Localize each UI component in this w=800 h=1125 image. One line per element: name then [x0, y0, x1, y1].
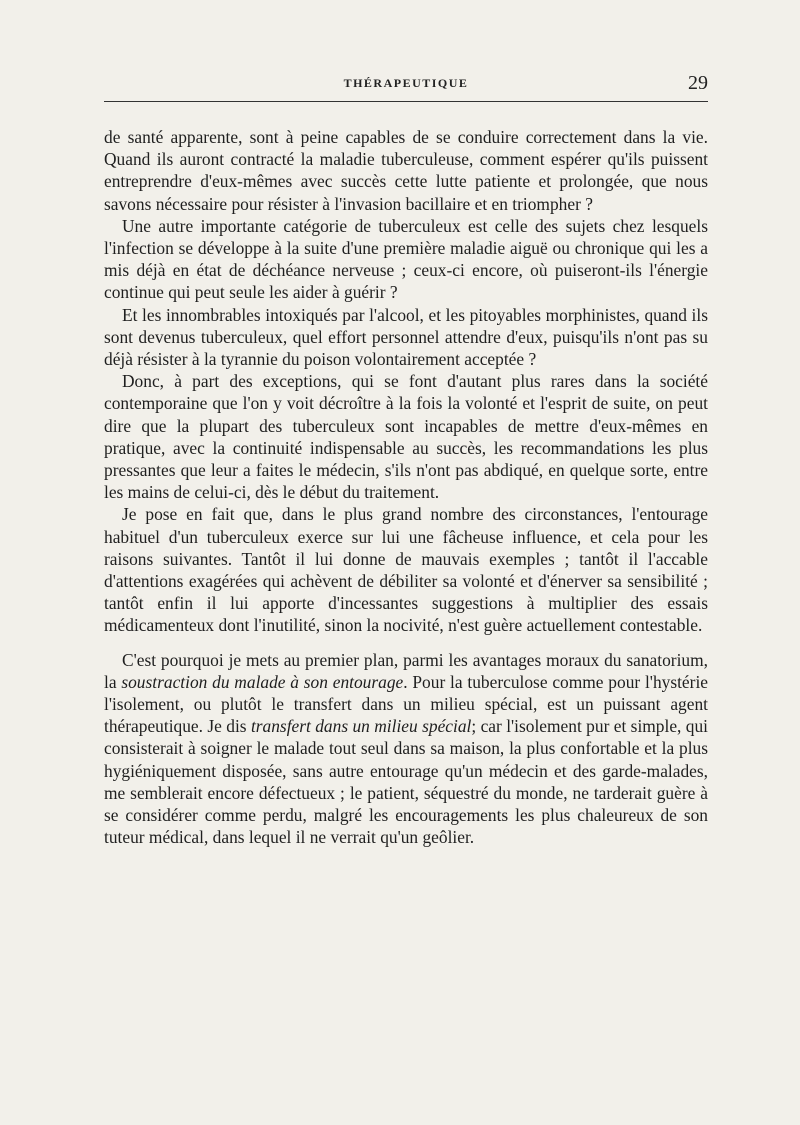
page-number: 29 — [688, 72, 708, 94]
paragraph: Une autre importante catégorie de tuberculeux est celle des sujets chez lesquels l'infection se développe à la suite d'une première maladie aiguë ou chronique qui les a mis déjà en état de déchéance nerveuse ; ceux-ci encore, où puiseront-ils l'énergie continue qui peut seule les aider à guérir ? — [104, 215, 708, 303]
header-rule — [104, 101, 708, 102]
paragraph-last — [104, 649, 708, 849]
page-header — [104, 72, 708, 98]
paragraph: Donc, à part des exceptions, qui se font d'autant plus rares dans la société contemporaine que l'on y voit décroître à la fois la volonté et l'esprit de suite, on peut dire que la plupart des tuberculeux sont incapables de mettre d'eux-mêmes en pratique, avec la continuité indispensable au succès, les recommandations les plus pressantes que leur a faites le médecin, s'ils n'ont pas abdiqué, en quelque sorte, entre les mains de celui-ci, dès le début du traitement. — [104, 371, 708, 503]
text-run: C'est pourquoi je mets au premier plan, parmi les avantages moraux du sanatorium, la — [104, 649, 708, 692]
running-title: THÉRAPEUTIQUE — [343, 76, 469, 90]
paragraph: Et les innombrables intoxiqués par l'alcool, et les pitoyables morphinistes, quand ils sont devenus tuberculeux, quel effort personnel attendre d'eux, puisqu'ils n'ont pas su déjà résister à la tyrannie du poison volontairement acceptée ? — [104, 304, 708, 370]
italic-phrase: soustraction du malade à son entourage — [121, 671, 404, 692]
paragraph: de santé apparente, sont à peine capables de se conduire correctement dans la vie. Quand ils auront contracté la maladie tuberculeuse, comment espérer qu'ils puissent entreprendre d'eux-mêmes avec succès cette lutte patiente et prolongée, que nous savons nécessaire pour résister à l'invasion bacillaire et en triompher ? — [104, 127, 708, 214]
text-run: ; car l'isolement pur et simple, qui consisterait à soigner le malade tout seul dans sa maison, la plus confortable et la plus hygiéniquement disposée, sans autre entourage qu'un médecin et des garde-malades, me semblerait encore défectueux ; le patient, séquestré du monde, ne tarderait guère à se considérer comme perdu, malgré les encouragements les plus chaleureux de son tuteur médical, dans lequel il ne verrait qu'un geôlier. — [104, 716, 709, 848]
body-text — [104, 126, 708, 849]
text-run: . Pour la tuberculose comme pour l'hystérie l'isolement, ou plutôt le transfert dans un milieu spécial, est un puissant agent thérapeutique. Je dis — [104, 671, 708, 737]
italic-phrase: transfert dans un milieu spécial — [250, 716, 472, 737]
paragraph: Je pose en fait que, dans le plus grand nombre des circonstances, l'entourage habituel d'un tuberculeux exerce sur lui une fâcheuse influence, et cela pour les raisons suivantes. Tantôt il lui donne de mauvais exemples ; tantôt il l'accable d'attentions exagérées qui achèvent de débiliter sa volonté et d'énerver sa sensibilité ; tantôt enfin il lui apporte d'incessantes suggestions à multiplier des essais médicamenteux dont l'inutilité, sinon la nocivité, n'est guère actuellement contestable. — [104, 504, 708, 636]
